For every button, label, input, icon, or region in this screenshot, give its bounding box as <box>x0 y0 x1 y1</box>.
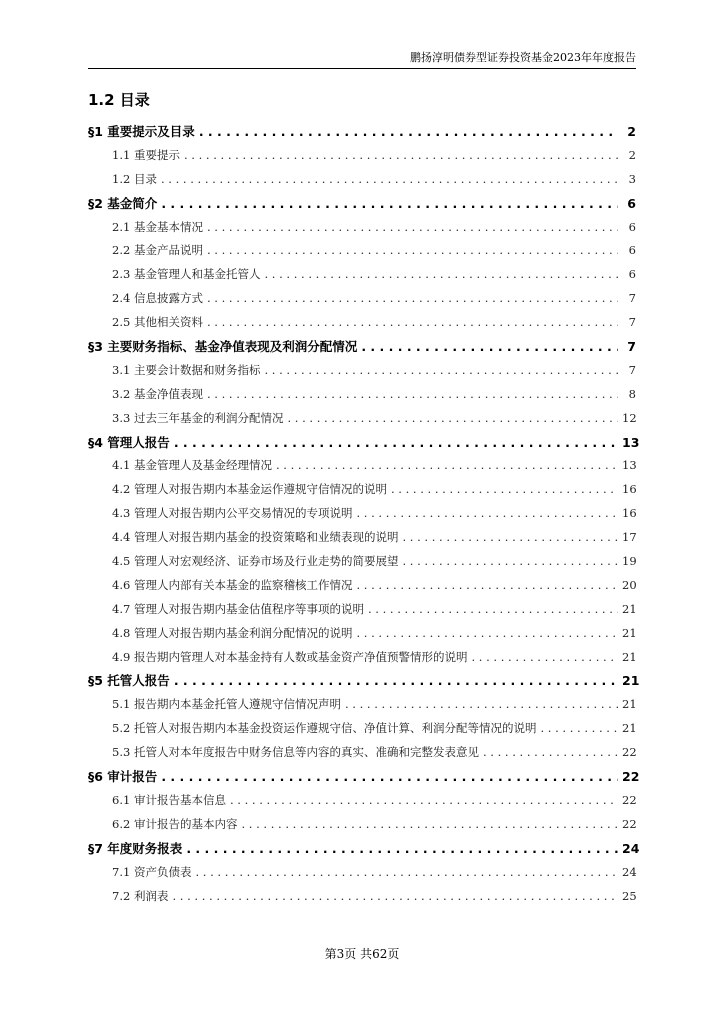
toc-entry-label: 2.4 信息披露方式 <box>112 291 203 306</box>
toc-section-entry[interactable] <box>88 693 636 717</box>
toc-section-entry[interactable] <box>88 885 636 909</box>
toc-entry-page: 13 <box>622 434 640 450</box>
toc-section-entry[interactable] <box>88 263 636 287</box>
toc-entry-page: 6 <box>627 195 636 211</box>
dot-leader <box>174 669 618 693</box>
toc-entry-label: 4.6 管理人内部有关本基金的监察稽核工作情况 <box>112 577 353 592</box>
table-of-contents <box>88 120 640 908</box>
toc-entry-label: 5.2 托管人对报告期内本基金投资运作遵规守信、净值计算、利润分配等情况的说明 <box>112 721 537 736</box>
report-title: 鹏扬淳明债券型证券投资基金2023年年度报告 <box>410 51 636 64</box>
toc-chapter-entry[interactable] <box>88 669 640 693</box>
dot-leader <box>391 478 618 502</box>
toc-entry-label: 6.2 审计报告的基本内容 <box>112 816 238 831</box>
toc-entry-page: 17 <box>622 530 637 545</box>
toc-entry-page: 7 <box>628 362 636 377</box>
toc-section-entry[interactable] <box>88 359 636 383</box>
toc-entry-label: 7.1 资产负债表 <box>112 864 192 879</box>
toc-section-entry[interactable] <box>88 813 636 837</box>
toc-section-entry[interactable] <box>88 789 636 813</box>
dot-leader <box>287 407 618 431</box>
toc-entry-label: 4.7 管理人对报告期内基金估值程序等事项的说明 <box>112 601 364 616</box>
toc-entry-label: 4.4 管理人对报告期内基金的投资策略和业绩表现的说明 <box>112 530 399 545</box>
dot-leader <box>264 263 618 287</box>
toc-section-entry[interactable] <box>88 598 636 622</box>
toc-chapter-entry[interactable] <box>88 192 636 216</box>
dot-leader <box>161 765 618 789</box>
toc-entry-label: §4 管理人报告 <box>88 434 170 450</box>
toc-entry-label: §5 托管人报告 <box>88 673 170 689</box>
toc-entry-page: 7 <box>627 339 636 355</box>
toc-entry-page: 21 <box>622 697 637 712</box>
toc-entry-page: 22 <box>622 816 637 831</box>
toc-chapter-entry[interactable] <box>88 120 636 144</box>
toc-entry-label: 3.3 过去三年基金的利润分配情况 <box>112 410 284 425</box>
toc-entry-page: 2 <box>627 124 636 139</box>
dot-leader <box>264 359 618 383</box>
dot-leader <box>195 861 618 885</box>
toc-entry-page: 3 <box>628 171 636 186</box>
toc-entry-page: 21 <box>622 601 637 616</box>
toc-entry-page: 21 <box>622 721 637 736</box>
toc-entry-page: 21 <box>622 673 640 689</box>
dot-leader <box>356 574 618 598</box>
toc-entry-page: 13 <box>622 458 637 473</box>
dot-leader <box>361 335 618 359</box>
toc-section-entry[interactable] <box>88 454 636 478</box>
toc-entry-label: §1 重要提示及目录 <box>88 124 195 139</box>
toc-entry-label: 5.1 报告期内本基金托管人遵规守信情况声明 <box>112 697 341 712</box>
toc-entry-page: 6 <box>628 243 636 258</box>
toc-section-entry[interactable] <box>88 144 636 168</box>
section-title: 1.2 目录 <box>88 91 150 109</box>
dot-leader <box>230 789 618 813</box>
dot-leader <box>207 216 618 240</box>
page-header <box>88 50 636 69</box>
toc-entry-label: 2.3 基金管理人和基金托管人 <box>112 267 261 282</box>
toc-entry-page: 6 <box>628 267 636 282</box>
toc-entry-label: 3.1 主要会计数据和财务指标 <box>112 362 261 377</box>
toc-entry-page: 24 <box>622 864 637 879</box>
toc-entry-label: 2.5 其他相关资料 <box>112 315 203 330</box>
toc-section-entry[interactable] <box>88 526 636 550</box>
toc-entry-label: 4.8 管理人对报告期内基金利润分配情况的说明 <box>112 625 353 640</box>
dot-leader <box>184 144 618 168</box>
dot-leader <box>174 431 618 455</box>
toc-entry-label: 1.1 重要提示 <box>112 147 180 162</box>
toc-chapter-entry[interactable] <box>88 837 640 861</box>
page-footer <box>0 945 724 962</box>
dot-leader <box>207 383 618 407</box>
toc-entry-page: 8 <box>628 386 636 401</box>
toc-entry-page: 22 <box>622 792 637 807</box>
toc-section-entry[interactable] <box>88 407 636 431</box>
toc-entry-label: 3.2 基金净值表现 <box>112 386 203 401</box>
toc-entry-label: 2.2 基金产品说明 <box>112 243 203 258</box>
dot-leader <box>161 192 618 216</box>
toc-section-entry[interactable] <box>88 287 636 311</box>
dot-leader <box>540 717 618 741</box>
toc-section-entry[interactable] <box>88 574 636 598</box>
toc-chapter-entry[interactable] <box>88 335 636 359</box>
toc-entry-label: 5.3 托管人对本年度报告中财务信息等内容的真实、准确和完整发表意见 <box>112 745 479 760</box>
toc-section-entry[interactable] <box>88 550 636 574</box>
toc-entry-label: 4.5 管理人对宏观经济、证券市场及行业走势的简要展望 <box>112 554 399 569</box>
toc-section-entry[interactable] <box>88 216 636 240</box>
dot-leader <box>483 741 618 765</box>
toc-entry-page: 22 <box>622 769 640 785</box>
toc-entry-label: 4.3 管理人对报告期内公平交易情况的专项说明 <box>112 506 353 521</box>
toc-section-entry[interactable] <box>88 383 636 407</box>
toc-entry-page: 24 <box>622 840 640 856</box>
dot-leader <box>368 598 618 622</box>
toc-entry-page: 22 <box>622 745 637 760</box>
toc-section-entry[interactable] <box>88 239 636 263</box>
page-number: 第3页 共62页 <box>324 947 400 961</box>
dot-leader <box>276 454 618 478</box>
toc-entry-label: §2 基金简介 <box>88 195 158 211</box>
dot-leader <box>356 622 618 646</box>
toc-entry-page: 25 <box>622 888 637 903</box>
toc-chapter-entry[interactable] <box>88 765 640 789</box>
dot-leader <box>402 526 618 550</box>
toc-entry-label: 4.2 管理人对报告期内本基金运作遵规守信情况的说明 <box>112 482 387 497</box>
toc-section-entry[interactable] <box>88 646 636 670</box>
toc-section-entry[interactable] <box>88 502 636 526</box>
toc-section-entry[interactable] <box>88 622 636 646</box>
dot-leader <box>402 550 618 574</box>
toc-entry-label: 4.1 基金管理人及基金经理情况 <box>112 458 272 473</box>
toc-entry-label: §7 年度财务报表 <box>88 840 183 856</box>
toc-section-entry[interactable] <box>88 717 636 741</box>
dot-leader <box>471 646 618 670</box>
dot-leader <box>186 837 618 861</box>
toc-entry-page: 7 <box>628 291 636 306</box>
dot-leader <box>356 502 618 526</box>
toc-entry-page: 21 <box>622 649 637 664</box>
toc-entry-page: 2 <box>628 147 636 162</box>
toc-entry-label: §6 审计报告 <box>88 769 158 785</box>
toc-entry-label: 2.1 基金基本情况 <box>112 219 203 234</box>
dot-leader <box>207 311 618 335</box>
toc-section-entry[interactable] <box>88 168 636 192</box>
dot-leader <box>207 287 618 311</box>
toc-entry-page: 12 <box>622 410 637 425</box>
dot-leader <box>172 885 618 909</box>
dot-leader <box>161 168 618 192</box>
dot-leader <box>199 120 618 144</box>
dot-leader <box>345 693 618 717</box>
dot-leader <box>241 813 618 837</box>
toc-section-entry[interactable] <box>88 478 636 502</box>
toc-entry-page: 21 <box>622 625 637 640</box>
toc-section-entry[interactable] <box>88 741 636 765</box>
toc-entry-page: 7 <box>628 315 636 330</box>
toc-section-entry[interactable] <box>88 311 636 335</box>
toc-entry-page: 20 <box>622 577 637 592</box>
toc-chapter-entry[interactable] <box>88 431 640 455</box>
toc-entry-page: 19 <box>622 554 637 569</box>
toc-entry-page: 16 <box>622 506 637 521</box>
toc-section-entry[interactable] <box>88 861 636 885</box>
toc-entry-page: 6 <box>628 219 636 234</box>
toc-entry-page: 16 <box>622 482 637 497</box>
dot-leader <box>207 239 618 263</box>
toc-entry-label: 4.9 报告期内管理人对本基金持有人数或基金资产净值预警情形的说明 <box>112 649 468 664</box>
toc-entry-label: §3 主要财务指标、基金净值表现及利润分配情况 <box>88 339 358 355</box>
toc-entry-label: 1.2 目录 <box>112 171 157 186</box>
toc-entry-label: 6.1 审计报告基本信息 <box>112 792 226 807</box>
toc-entry-label: 7.2 利润表 <box>112 888 169 903</box>
